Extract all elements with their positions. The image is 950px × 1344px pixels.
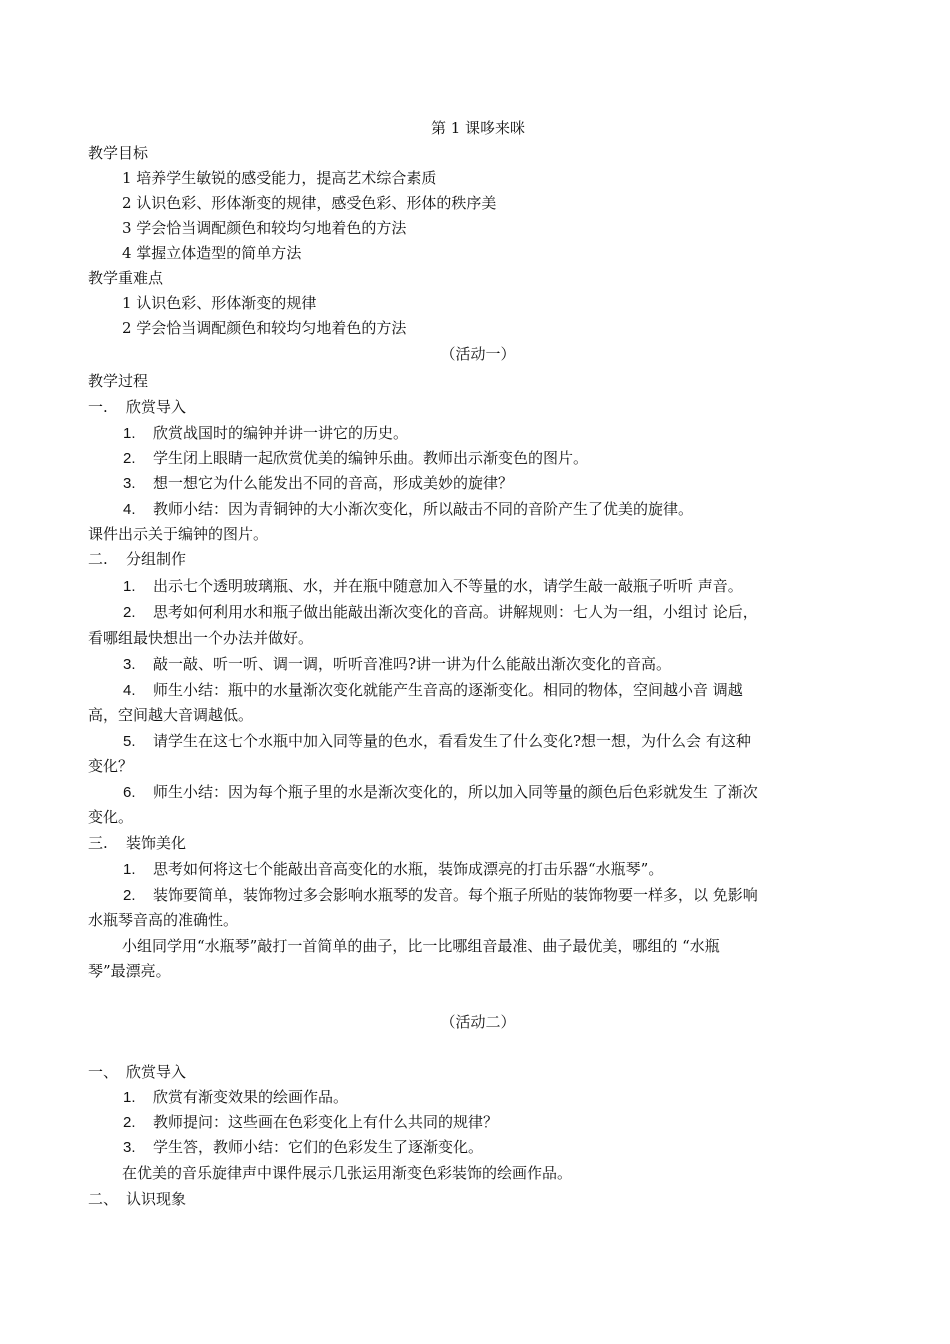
list-item <box>123 473 903 493</box>
list-item <box>123 499 903 519</box>
section-title: 分组制作 <box>126 550 187 568</box>
section-heading <box>88 833 868 853</box>
list-item <box>123 1137 903 1157</box>
item-text: 请学生在这七个水瓶中加入同等量的色水，看看发生了什么变化?想一想，为什么会 有这种 <box>153 732 751 750</box>
item-number: 6. <box>123 784 136 801</box>
list-item-continuation: 高，空间越大音调越低。 <box>88 706 254 724</box>
section-title: 欣赏导入 <box>126 398 187 416</box>
list-item <box>123 654 903 674</box>
item-number: 2. <box>123 887 136 904</box>
item-number: 1. <box>123 578 136 595</box>
goal-item: 1 培养学生敏锐的感受能力，提高艺术综合素质 <box>122 169 437 187</box>
item-number: 4. <box>123 501 136 518</box>
item-text: 出示七个透明玻璃瓶、水，并在瓶中随意加入不等量的水，请学生敲一敲瓶子听听 声音。 <box>153 577 743 595</box>
list-item <box>123 576 903 596</box>
list-item <box>123 885 903 905</box>
section-heading <box>88 1189 868 1209</box>
list-item <box>123 782 903 802</box>
section-title: 认识现象 <box>126 1190 187 1208</box>
list-item-continuation: 水瓶琴音高的准确性。 <box>88 911 239 929</box>
item-number: 3. <box>123 475 136 492</box>
section-label: 二、 <box>88 1190 119 1208</box>
paragraph-continuation: 琴”最漂亮。 <box>88 962 171 980</box>
item-text: 敲一敲、听一听、调一调，听听音准吗?讲一讲为什么能敲出渐次变化的音高。 <box>153 655 672 673</box>
item-text: 学生闭上眼睛一起欣赏优美的编钟乐曲。教师出示渐变色的图片。 <box>153 449 589 467</box>
item-number: 1. <box>123 861 136 878</box>
list-item <box>123 859 903 879</box>
key-points-heading: 教学重难点 <box>88 269 164 287</box>
list-item <box>123 1112 903 1132</box>
item-text: 师生小结：瓶中的水量渐次变化就能产生音高的逐渐变化。相同的物体，空间越小音 调越 <box>153 681 743 699</box>
list-item <box>123 423 903 443</box>
activity1-title: （活动一） <box>440 345 516 363</box>
item-text: 想一想它为什么能发出不同的音高，形成美妙的旋律？ <box>153 474 514 492</box>
goals-heading: 教学目标 <box>88 144 149 162</box>
lesson-title: 第 1 课哆来咪 <box>430 119 526 137</box>
list-item <box>123 602 903 622</box>
list-item <box>123 680 903 700</box>
goal-item: 3 学会恰当调配颜色和较均匀地着色的方法 <box>122 219 407 237</box>
item-text: 师生小结：因为每个瓶子里的水是渐次变化的，所以加入同等量的颜色后色彩就发生 了渐次 <box>153 783 758 801</box>
process-heading: 教学过程 <box>88 372 149 390</box>
paragraph: 在优美的音乐旋律声中课件展示几张运用渐变色彩装饰的绘画作品。 <box>122 1164 573 1182</box>
list-item <box>123 448 903 468</box>
item-number: 2. <box>123 450 136 467</box>
section-heading <box>88 397 868 417</box>
item-number: 2. <box>123 1114 136 1131</box>
list-item-continuation: 变化？ <box>88 757 134 775</box>
activity2-title: （活动二） <box>440 1013 516 1031</box>
item-text: 学生答，教师小结：它们的色彩发生了逐渐变化。 <box>153 1138 484 1156</box>
list-item <box>123 731 903 751</box>
item-number: 5. <box>123 733 136 750</box>
list-item <box>123 1087 903 1107</box>
key-point-item: 2 学会恰当调配颜色和较均匀地着色的方法 <box>122 319 407 337</box>
section-label: 二. <box>88 550 108 568</box>
item-text: 欣赏战国时的编钟并讲一讲它的历史。 <box>153 424 409 442</box>
goal-item: 4 掌握立体造型的简单方法 <box>122 244 302 262</box>
section-label: 三. <box>88 834 108 852</box>
goal-item: 2 认识色彩、形体渐变的规律，感受色彩、形体的秩序美 <box>122 194 497 212</box>
section-label: 一、 <box>88 1063 119 1081</box>
item-text: 教师提问：这些画在色彩变化上有什么共同的规律？ <box>153 1113 499 1131</box>
section-label: 一. <box>88 398 108 416</box>
list-item-continuation: 变化。 <box>88 808 134 826</box>
item-number: 3. <box>123 656 136 673</box>
section-heading <box>88 549 868 569</box>
item-number: 1. <box>123 425 136 442</box>
item-text: 思考如何将这七个能敲出音高变化的水瓶，装饰成漂亮的打击乐器“水瓶琴”。 <box>153 860 664 878</box>
section-title: 欣赏导入 <box>126 1063 187 1081</box>
key-point-item: 1 认识色彩、形体渐变的规律 <box>122 294 317 312</box>
item-text: 装饰要简单，装饰物过多会影响水瓶琴的发音。每个瓶子所贴的装饰物要一样多，以 免影响 <box>153 886 758 904</box>
item-number: 4. <box>123 682 136 699</box>
list-item-continuation: 看哪组最快想出一个办法并做好。 <box>88 629 314 647</box>
section-title: 装饰美化 <box>126 834 187 852</box>
item-text: 欣赏有渐变效果的绘画作品。 <box>153 1088 349 1106</box>
paragraph: 小组同学用“水瓶琴”敲打一首简单的曲子，比一比哪组音最准、曲子最优美，哪组的 “水瓶 <box>122 937 720 955</box>
item-number: 1. <box>123 1089 136 1106</box>
item-number: 2. <box>123 604 136 621</box>
section-heading <box>88 1062 868 1082</box>
item-text: 思考如何利用水和瓶子做出能敲出渐次变化的音高。讲解规则：七人为一组，小组讨 论后， <box>153 603 758 621</box>
item-text: 教师小结：因为青铜钟的大小渐次变化，所以敲击不同的音阶产生了优美的旋律。 <box>153 500 694 518</box>
section-note: 课件出示关于编钟的图片。 <box>88 525 269 543</box>
item-number: 3. <box>123 1139 136 1156</box>
